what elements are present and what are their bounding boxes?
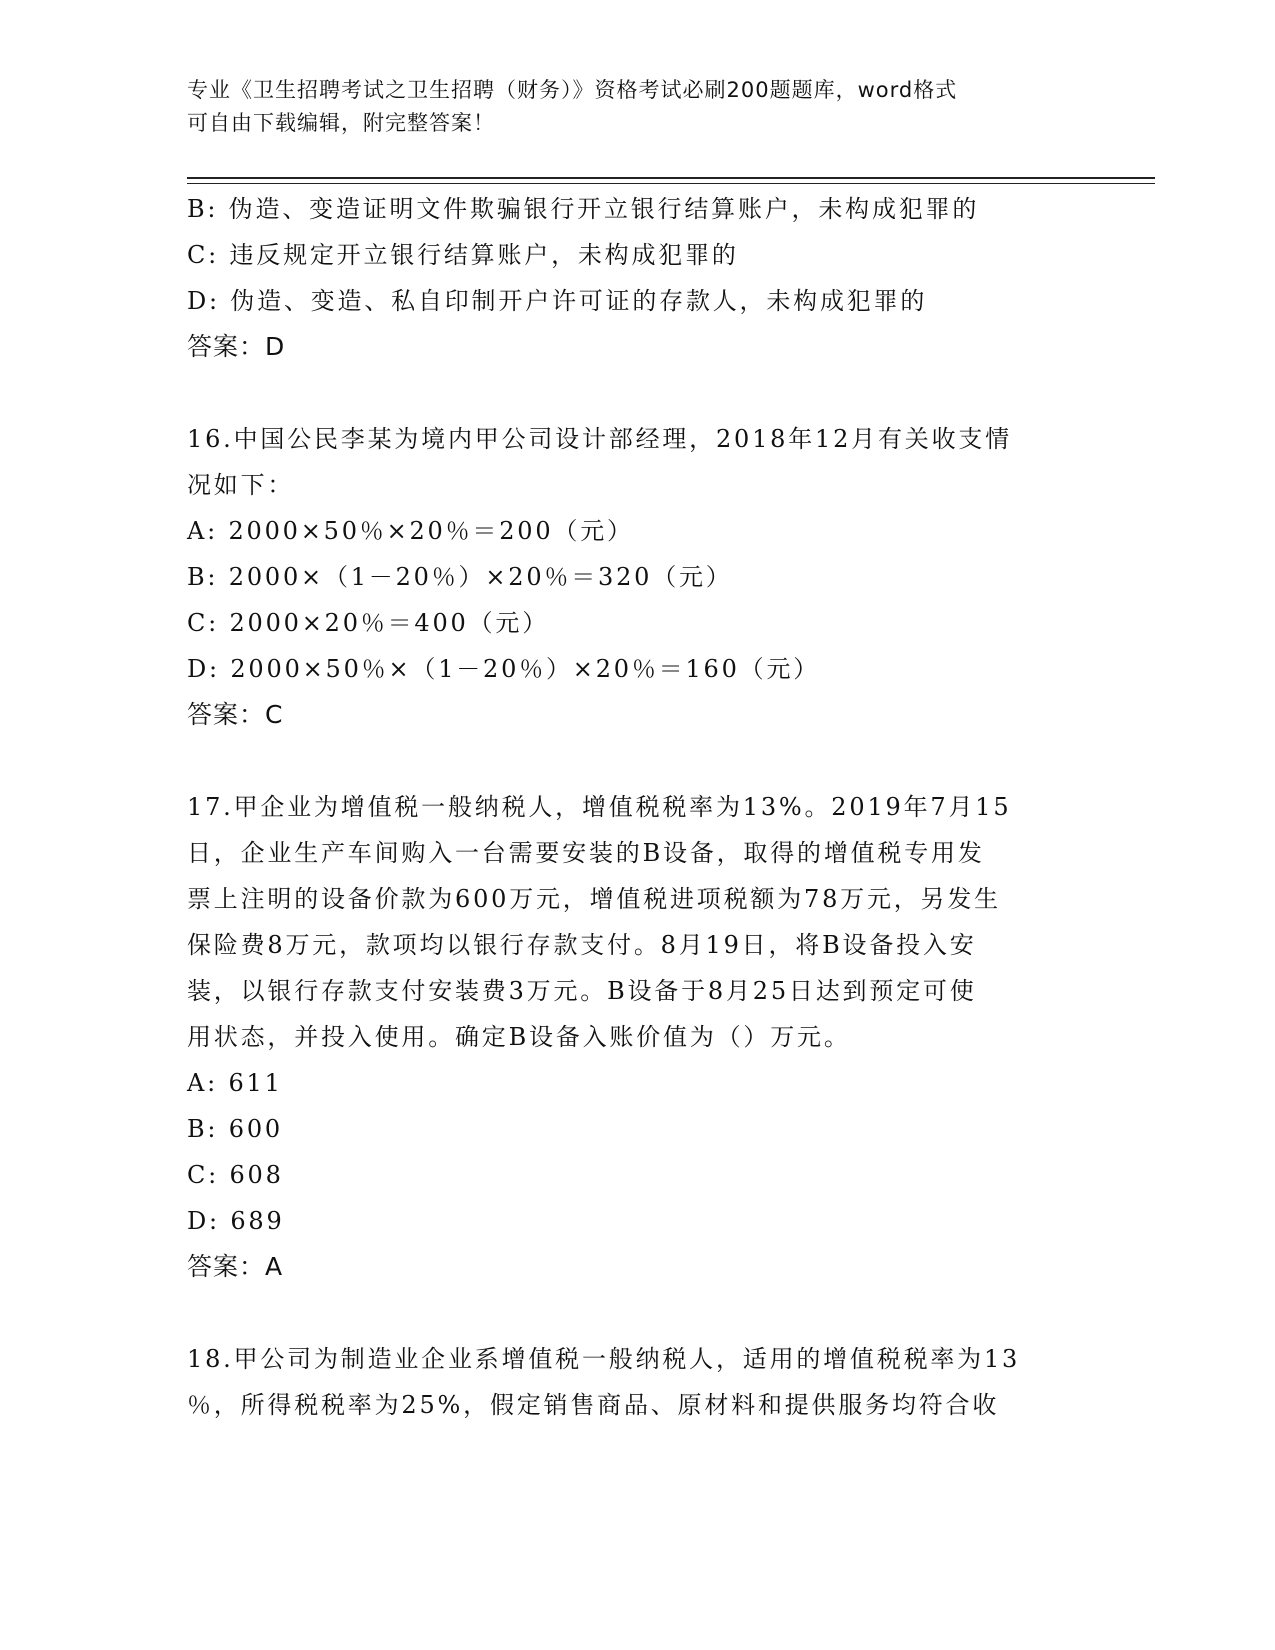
question-stem: 保险费8万元，款项均以银行存款支付。8月19日，将B设备投入安 xyxy=(187,931,977,959)
question-stem: 17.甲企业为增值税一般纳税人，增值税税率为13%。2019年7月15 xyxy=(187,793,1012,821)
spacer xyxy=(187,370,1077,416)
document-body xyxy=(187,186,1077,1428)
question-stem: 16.中国公民李某为境内甲公司设计部经理，2018年12月有关收支情 xyxy=(187,425,1012,453)
option-c: C: 2000×20％＝400（元） xyxy=(187,609,550,637)
option-b: B: 伪造、变造证明文件欺骗银行开立银行结算账户，未构成犯罪的 xyxy=(187,195,980,223)
question-stem: 日，企业生产车间购入一台需要安装的B设备，取得的增值税专用发 xyxy=(187,839,985,867)
question-stem: 票上注明的设备价款为600万元，增值税进项税额为78万元，另发生 xyxy=(187,885,1001,913)
option-d: D: 伪造、变造、私自印制开户许可证的存款人，未构成犯罪的 xyxy=(187,287,928,315)
answer-label: 答案：C xyxy=(187,700,284,729)
question-stem: 装，以银行存款支付安装费3万元。B设备于8月25日达到预定可使 xyxy=(187,977,977,1005)
question-18 xyxy=(187,1336,1077,1428)
answer-label: 答案：D xyxy=(187,332,286,361)
question-15-tail xyxy=(187,186,1077,370)
header-line: 专业《卫生招聘考试之卫生招聘（财务）》资格考试必刷200题题库，word格式 xyxy=(187,78,958,102)
header-divider xyxy=(187,183,1155,184)
option-b: B: 600 xyxy=(187,1115,283,1143)
spacer xyxy=(187,738,1077,784)
option-c: C: 608 xyxy=(187,1161,284,1189)
answer-label: 答案：A xyxy=(187,1252,284,1281)
question-stem: 18.甲公司为制造业企业系增值税一般纳税人，适用的增值税税率为13 xyxy=(187,1345,1021,1373)
option-c: C: 违反规定开立银行结算账户，未构成犯罪的 xyxy=(187,241,739,269)
option-d: D: 689 xyxy=(187,1207,285,1235)
option-b: B: 2000×（1－20％）×20％＝320（元） xyxy=(187,563,733,591)
question-stem: ％，所得税税率为25%，假定销售商品、原材料和提供服务均符合收 xyxy=(187,1391,1000,1419)
option-a: A: 2000×50％×20％＝200（元） xyxy=(187,517,634,545)
question-stem: 况如下： xyxy=(187,471,295,499)
page-header xyxy=(187,74,1067,140)
question-16 xyxy=(187,416,1077,738)
option-a: A: 611 xyxy=(187,1069,283,1097)
header-line: 可自由下载编辑，附完整答案！ xyxy=(187,111,495,135)
question-stem: 用状态，并投入使用。确定B设备入账价值为（）万元。 xyxy=(187,1023,851,1051)
spacer xyxy=(187,1290,1077,1336)
option-d: D: 2000×50％×（1－20％）×20％＝160（元） xyxy=(187,655,821,683)
header-divider xyxy=(187,177,1155,179)
question-17 xyxy=(187,784,1077,1290)
